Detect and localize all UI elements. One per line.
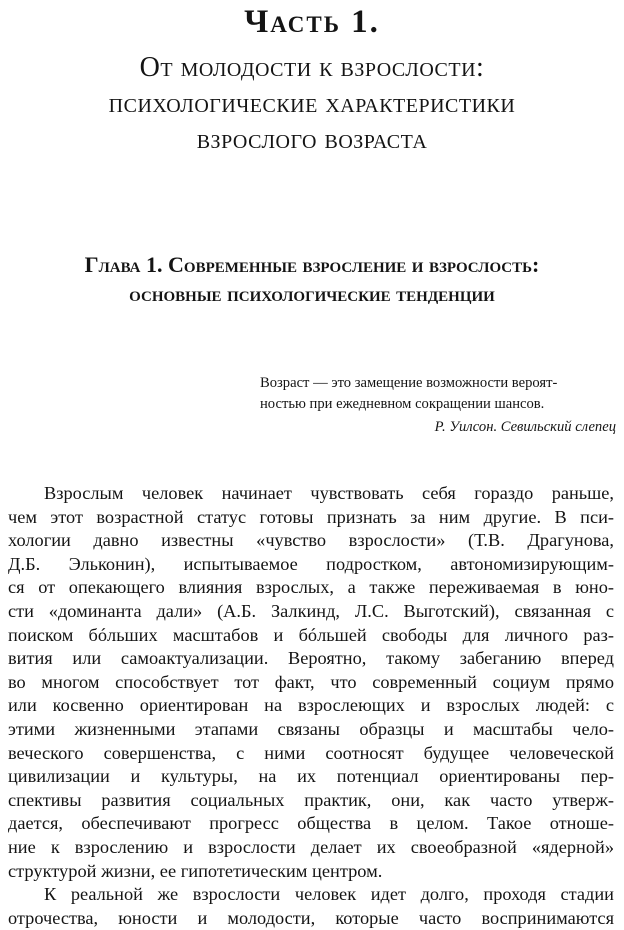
paragraph-line: во многом способствует тот факт, что современный социум прямо	[8, 671, 614, 692]
paragraph-line: ние к взрослению и взрослости делает их своеобразной «ядерной»	[8, 836, 614, 857]
epigraph-line: Возраст — это замещение возможности вероят-	[260, 375, 558, 391]
paragraph-line: хологии давно известны «чувство взрослости» (Т.В. Драгунова,	[8, 530, 614, 551]
chapter-title-line: основные психологические тенденции	[129, 281, 495, 306]
paragraph-line: веческого совершенства, с ними соотносят будущее человеческой	[8, 742, 614, 763]
paragraph-line: поиском бóльших масштабов и бóльшей свободы для личного раз-	[8, 624, 614, 645]
paragraph-line: ся от опекающего влияния взрослых, а также переживаемая в юно-	[8, 577, 614, 598]
chapter-title	[0, 250, 624, 308]
part-title: Часть 1.	[244, 4, 380, 40]
part-subtitle	[0, 50, 624, 158]
paragraph-line: чем этот возрастной статус готовы признать за ним другие. В пси-	[8, 506, 614, 527]
paragraph-line: структурой жизни, ее гипотетическим центром.	[8, 860, 383, 881]
paragraph-line: Взрослым человек начинает чувствовать себя гораздо раньше,	[44, 483, 614, 503]
paragraph-line: цивилизации и культуры, на их потенциал ориентированы пер-	[8, 766, 614, 787]
chapter-title-line: Глава 1. Современные взросление и взрослость:	[84, 252, 540, 277]
paragraph-line: дается, обеспечивают прогресс общества в целом. Такое отноше-	[8, 813, 614, 834]
paragraph-line: спективы развития социальных практик, они, как часто утверж-	[8, 789, 614, 810]
part-subtitle-line: психологические характеристики	[108, 88, 516, 119]
paragraph-line: Д.Б. Эльконин), испытываемое подростком, автономизирующим-	[8, 553, 614, 574]
paragraph-line: этими жизненными этапами связаны образцы и масштабы чело-	[8, 718, 614, 739]
paragraph-line: или косвенно ориентирован на взрослеющих и взрослых людей: с	[8, 695, 614, 716]
part-subtitle-line: взрослого возраста	[196, 124, 428, 155]
paragraph-line: К реальной же взрослости человек идет долго, проходя стадии	[44, 884, 614, 905]
epigraph-line: ностью при ежедневном сокращении шансов.	[260, 396, 545, 412]
body-text	[8, 482, 614, 930]
paragraph-line: сти «доминанта дали» (А.Б. Залкинд, Л.С. Выготский), связанная с	[8, 600, 614, 621]
epigraph-source: Р. Уилсон. Севильский слепец	[434, 419, 616, 435]
part-subtitle-line: От молодости к взрослости:	[139, 52, 485, 83]
paragraph-line: вития или самоактуализации. Вероятно, такому забеганию вперед	[8, 648, 614, 669]
epigraph	[260, 373, 620, 438]
paragraph-line: отрочества, юности и молодости, которые часто воспринимаются	[8, 907, 614, 928]
